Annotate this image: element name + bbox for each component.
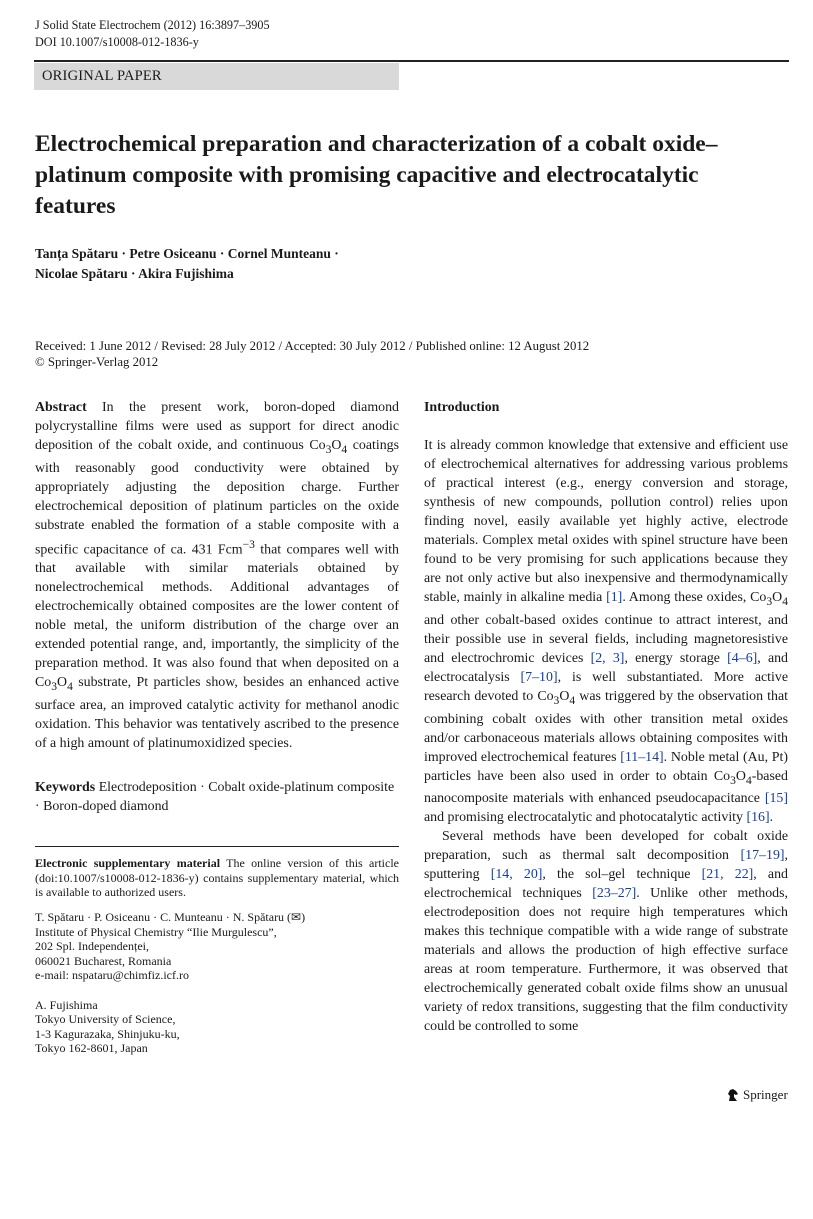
keywords-text: Electrodeposition · Cobalt oxide-platinum composite · Boron-doped diamond <box>35 780 395 814</box>
copyright-line: © Springer-Verlag 2012 <box>35 355 159 369</box>
publisher-name: Springer <box>743 1087 788 1102</box>
affiliations <box>35 910 399 1056</box>
author-line-1: Tanța Spătaru · Petre Osiceanu · Cornel Munteanu · <box>35 246 339 261</box>
footnote-rule <box>35 846 399 847</box>
abstract-text-2: coatings with reasonably good conductivity were obtained by appropriately adjusting the deposition charge. Further electrochemical deposition of platinum particles on the oxide substrate enabled the formation of a stable composite with a specific capacitance of ca. 431 Fcm <box>35 438 400 558</box>
doi[interactable]: DOI 10.1007/s10008-012-1836-y <box>35 35 199 49</box>
affil-line: T. Spătaru · P. Osiceanu · C. Munteanu · N. Spătaru (✉) <box>35 910 306 924</box>
affil-line: 060021 Bucharest, Romania <box>35 953 172 968</box>
citation-link[interactable]: [4–6] <box>727 650 758 666</box>
co3o4-formula: $Co_3O_4$ <box>750 590 788 608</box>
abstract-label: Abstract <box>35 400 87 415</box>
affil-line: 1-3 Kagurazaka, Shinjuku-ku, <box>35 1026 180 1041</box>
history-dates <box>35 338 735 370</box>
citation-link[interactable]: [2, 3] <box>590 650 625 666</box>
citation-link[interactable]: [16] <box>746 810 770 826</box>
top-rule <box>34 60 789 62</box>
affil-line: A. Fujishima <box>35 997 98 1012</box>
introduction-body <box>424 436 788 1036</box>
co3o4-formula: $Co_3O_4$ <box>35 675 73 694</box>
abstract-text-1: In the present work, boron-doped diamond polycrystalline films were used as support for direct anodic deposition of the cobalt oxide, and continuous <box>35 400 399 453</box>
article-type-ribbon: ORIGINAL PAPER <box>34 63 399 90</box>
co3o4-formula: $Co_3O_4$ <box>713 768 752 787</box>
springer-horse-icon <box>726 1088 740 1102</box>
esm-label: Electronic supplementary material <box>35 856 221 870</box>
email-link[interactable]: e-mail: nspataru@chimfiz.icf.ro <box>35 968 189 983</box>
abstract <box>35 398 399 753</box>
journal-citation: J Solid State Electrochem (2012) 16:3897–3905 <box>35 18 270 32</box>
citation-link[interactable]: [17–19] <box>740 848 785 864</box>
affil-line: 202 Spl. Independenței, <box>35 939 149 954</box>
abstract-text-3: that compares well with that available with similar materials obtained by nonelectrochemical methods. Additional advantages of electrochemically obtained composites are the lower content of noble metal, the uniform distribution of the charge over an extended potential range, and, importantly, the simplicity of the preparation method. It was also found that when deposited on a <box>35 542 399 672</box>
keywords <box>35 778 399 816</box>
supplementary-note <box>35 856 399 900</box>
citation-link[interactable]: [14, 20] <box>490 867 543 883</box>
citation-link[interactable]: [11–14] <box>620 749 664 765</box>
citation-link[interactable]: [21, 22] <box>701 867 754 883</box>
author-line-2: Nicolae Spătaru · Akira Fujishima <box>35 266 234 281</box>
affil-line: Institute of Physical Chemistry “Ilie Murgulescu”, <box>35 924 277 939</box>
unit-exponent: −3 <box>242 537 255 551</box>
author-list <box>35 244 515 284</box>
affil-line: Tokyo 162-8601, Japan <box>35 1041 148 1056</box>
abstract-text-4: substrate, Pt particles show, besides an enhanced active surface area, an improved catalytic activity for methanol anodic oxidation. This behavior was tentatively ascribed to the presence of a high amount of platinumoxidized species. <box>35 675 399 752</box>
citation-link[interactable]: [1] <box>606 590 623 605</box>
history-line: Received: 1 June 2012 / Revised: 28 July 2012 / Accepted: 30 July 2012 / Published online: 12 August 2012 <box>35 339 590 353</box>
section-heading-introduction: Introduction <box>424 400 500 415</box>
intro-paragraph-2: Several methods have been developed for cobalt oxide preparation, such as thermal salt decomposition [17–19], sputtering [14, 20], the sol–gel technique [21, 22], and electrochemical techniques [23–27]. Unlike other methods, electrodeposition does not require high temperatures which makes this technique compatible with a wide range of substrate materials and allows the production of high effective surface areas at room temperature. Furthermore, it was observed that electrochemically generated cobalt oxide films show an unusual variety of redox transitions, suggesting that the film conductivity could be controlled to some <box>424 829 788 1035</box>
citation-link[interactable]: [23–27] <box>592 886 637 902</box>
intro-paragraph-1: It is already common knowledge that extensive and efficient use of electrochemical alternatives for addressing various problems of practical interest (e.g., energy conversion and storage, synthesis of new compounds, pollution control) relies upon finding novel, easily available yet highly active, electrode materials. Complex metal oxides with spinel structure have been found to be very promising for such applications because they are not only active but also inexpensive and thermodynamically stable, mainly in alkaline media [1]. Among these oxides, $Co_3O_4$ and other cobalt-based oxides continue to attract interest, and their possible use in several fields, including magnetoresistive and electrochromic devices [2, 3], energy storage [4–6], and electrocatalysis [7–10], is well substantiated. More active research devoted to $Co_3O_4$ was triggered by the observation that combining cobalt oxides with other transition metal oxides and/or carbonaceous materials allows obtaining composites with improved electrochemical features [11–14]. Noble metal (Au, Pt) particles have been also used in order to obtain $Co_3O_4$-based nanocomposite materials with enhanced pseudocapacitance [15] and promising electrocatalytic and photocatalytic activity [16]. <box>424 438 789 826</box>
affil-line: Tokyo University of Science, <box>35 1012 176 1027</box>
publisher-logo <box>726 1086 788 1104</box>
co3o4-formula: $Co_3O_4$ <box>537 688 576 707</box>
keywords-label: Keywords <box>35 780 96 795</box>
article-title: Electrochemical preparation and characterization of a cobalt oxide–platinum composite with promising capacitive and electrocatalytic features <box>35 131 718 219</box>
esm-text[interactable]: The online version of this article (doi:10.1007/s10008-012-1836-y) contains supplementary material, which is available to authorized users. <box>35 856 399 900</box>
co3o4-formula: $Co_3O_4$ <box>309 438 348 456</box>
citation-link[interactable]: [7–10] <box>520 669 558 685</box>
citation-link[interactable]: [15] <box>764 791 788 807</box>
